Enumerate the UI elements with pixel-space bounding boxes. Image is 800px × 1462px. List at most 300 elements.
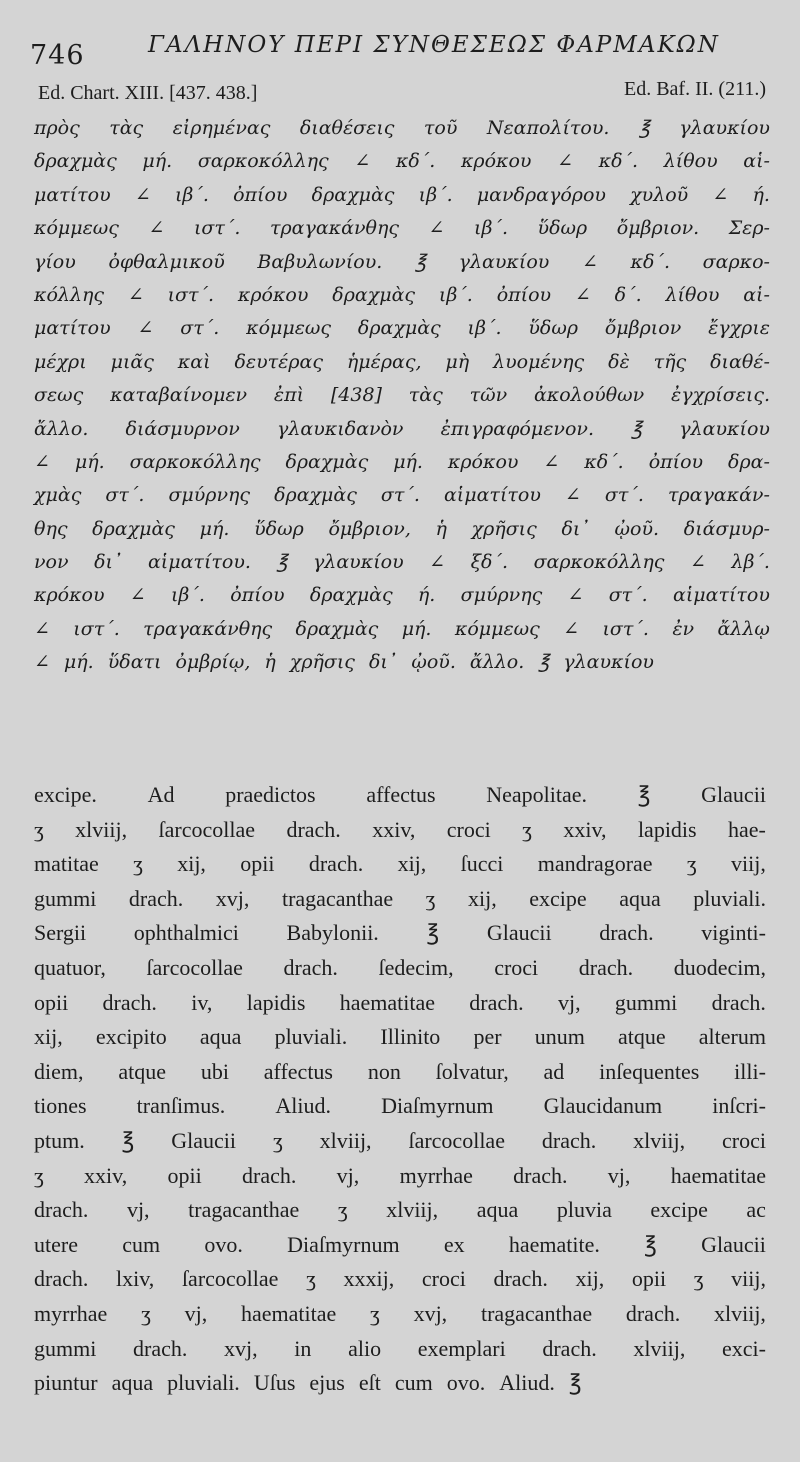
word: λυομένης (493, 350, 585, 373)
word: γλαυκίου (563, 651, 654, 674)
word: σαρκοκόλλης (129, 450, 261, 473)
word: ᾠοῦ. (614, 517, 660, 540)
word: ∠ (567, 584, 584, 607)
word: excipe. (34, 782, 97, 807)
word: drach. (711, 989, 766, 1015)
word: ιβ΄. (418, 183, 453, 206)
greek-text-line (34, 179, 770, 212)
word: eſt (358, 1370, 381, 1396)
word: Ad (147, 782, 175, 807)
word: ή. (752, 183, 770, 206)
word: myrrhae (34, 1300, 108, 1326)
word: διαθέ- (710, 350, 770, 373)
word: inſcri- (712, 1093, 766, 1119)
word: ovo. (204, 1231, 243, 1257)
word: xlviij, (633, 1335, 686, 1361)
word: xlviij, (386, 1197, 439, 1223)
word: utere (34, 1231, 78, 1257)
word: μανδραγόρου (476, 183, 606, 206)
word: xij, (467, 885, 497, 911)
word: δ΄. (614, 283, 642, 306)
word: ʒ (133, 851, 143, 877)
word: γλαυκίου (679, 117, 770, 139)
word: hae- (728, 816, 766, 842)
word: ή. (417, 584, 436, 607)
word: opii (167, 1162, 202, 1188)
word: Aliud. (499, 1370, 555, 1396)
word: excipito (95, 1024, 167, 1050)
latin-text-line (34, 1332, 766, 1367)
latin-text-line (34, 778, 766, 813)
greek-text-line (34, 145, 770, 178)
word: aqua (199, 1024, 242, 1050)
word: δραχμὰς (295, 617, 379, 640)
word: ſucci (460, 851, 504, 877)
word: ∠ (129, 584, 146, 607)
word: ἡμέρας, (346, 350, 422, 373)
latin-text-block (34, 778, 766, 1401)
word: xxxij, (343, 1266, 395, 1292)
word: Diaſmyrnum (381, 1093, 494, 1119)
word: drach. (578, 954, 634, 980)
greek-text-line (34, 579, 770, 612)
word: διάσμυρ- (683, 517, 770, 540)
word: σαρκο- (702, 250, 770, 273)
word: διαθέσεις (299, 117, 395, 139)
word: καταβαίνομεν (110, 384, 248, 407)
latin-text-line (34, 1366, 766, 1401)
word: ιστ΄. (602, 617, 649, 640)
word: γλαυκίου (458, 250, 550, 273)
word: inſequentes (599, 1058, 700, 1084)
word: vj, (557, 989, 581, 1015)
word: κρόκου (237, 283, 309, 306)
word: opii (240, 851, 275, 877)
word: ophthalmici (133, 920, 239, 946)
word: ∠ (712, 183, 729, 206)
word: ἐν (672, 617, 695, 640)
word: ac (746, 1197, 766, 1223)
word: κόμμεως (454, 617, 540, 640)
word: ovo. (446, 1370, 486, 1396)
word: tragacanthae (480, 1300, 593, 1326)
word: ὀπίου (648, 450, 704, 473)
word: ex (443, 1231, 465, 1257)
greek-text-line (34, 513, 770, 546)
word: xvj, (413, 1300, 448, 1326)
word: ℥ (121, 1127, 135, 1153)
word: ℥ (637, 782, 651, 807)
word: per (473, 1024, 502, 1050)
greek-text-line (34, 379, 770, 412)
word: drach. (541, 1127, 597, 1153)
word: ιβ΄. (467, 317, 502, 340)
word: ſarcocollae (146, 954, 243, 980)
word: ℥ (568, 1370, 582, 1396)
word: ∠ (34, 450, 50, 473)
word: ∠ (34, 651, 50, 674)
word: χρῆσις (289, 651, 355, 674)
word: xlviij, (713, 1300, 766, 1326)
word: drach. (34, 1266, 89, 1292)
word: xxiv, (563, 816, 607, 842)
greek-text-line (34, 446, 770, 479)
word: cum (394, 1370, 433, 1396)
latin-text-line (34, 1124, 766, 1159)
word: matitae (34, 851, 99, 877)
word: κδ΄. (584, 450, 624, 473)
word: ∠ (574, 283, 591, 306)
word: lapidis (637, 816, 697, 842)
greek-text-line (34, 479, 770, 512)
word: ʒ (522, 816, 532, 842)
word: quatuor, (34, 954, 106, 980)
word: non (367, 1058, 401, 1084)
word: ſarcocollae (181, 1266, 279, 1292)
word: ἀκολούθων (533, 384, 645, 407)
word: excipe (529, 885, 587, 911)
word: opii (34, 989, 69, 1015)
word: στ΄. (380, 484, 420, 507)
word: vj, (607, 1162, 631, 1188)
word: Babylonii. (286, 920, 379, 946)
word: μὴ (445, 350, 470, 373)
word: ∠ (354, 150, 371, 173)
word: ἔγχριε (708, 317, 770, 340)
word: ιβ΄. (474, 217, 508, 240)
word: γίου (34, 250, 76, 273)
word: ἡ (435, 517, 447, 540)
word: ℥ (538, 651, 550, 674)
word: drach. (133, 1335, 188, 1361)
word: Glaucidanum (543, 1093, 663, 1119)
word: viij, (731, 1266, 766, 1292)
word: ℥ (276, 551, 288, 574)
word: drach. (542, 1335, 597, 1361)
word: δραχμὰς (92, 517, 175, 540)
word: αἱματίτου (673, 584, 770, 607)
latin-text-line (34, 1228, 766, 1263)
word: μή. (142, 150, 173, 173)
word: ιβ΄. (438, 283, 473, 306)
word: ſarcocollae (408, 1127, 505, 1153)
word: ιβ΄. (170, 584, 205, 607)
word: ματίτου (34, 183, 111, 206)
word: affectus (366, 782, 436, 807)
latin-text-line (34, 1055, 766, 1090)
word: exci- (721, 1335, 766, 1361)
word: διάσμυρνον (125, 417, 240, 440)
word: σαρκοκόλλης (533, 551, 665, 574)
word: ℥ (631, 417, 643, 440)
greek-text-line (34, 112, 770, 145)
word: tranſimus. (136, 1093, 226, 1119)
page-number: 746 (30, 40, 85, 71)
word: ἐγχρίσεις. (671, 384, 770, 407)
greek-text-line (34, 346, 770, 379)
latin-text-line (34, 813, 766, 848)
edition-reference-left: Ed. Chart. XIII. [437. 438.] (38, 82, 258, 104)
word: σμύρνης (168, 484, 251, 507)
word: drach. (128, 885, 184, 911)
latin-text-line (34, 882, 766, 917)
word: μή. (393, 450, 423, 473)
word: aqua (619, 885, 661, 911)
word: ματίτου (34, 317, 111, 340)
word: αἱ- (743, 150, 770, 173)
word: μή. (63, 651, 94, 674)
word: diem, (34, 1058, 84, 1084)
word: γλαυκιδανὸν (276, 417, 404, 440)
latin-text-line (34, 1089, 766, 1124)
word: cum (122, 1231, 161, 1257)
word: δρα- (728, 450, 770, 473)
word: στ΄. (608, 584, 648, 607)
word: χυλοῦ (630, 183, 689, 206)
word: Diaſmyrnum (287, 1231, 400, 1257)
word: ιστ΄. (73, 617, 120, 640)
word: drach. (34, 1197, 89, 1223)
word: tragacanthae (188, 1197, 300, 1223)
word: croci (421, 1266, 466, 1292)
word: κρόκου (460, 150, 532, 173)
word: ſolvatur, (435, 1058, 509, 1084)
latin-text-line (34, 1297, 766, 1332)
word: atque (118, 1058, 166, 1084)
word: δραχμὰς (332, 283, 416, 306)
word: haematitae (670, 1162, 766, 1188)
word: Βαβυλωνίου. (257, 250, 383, 273)
word: ἐπὶ (273, 384, 305, 407)
greek-text-line (34, 646, 770, 679)
word: ʒ (34, 1162, 44, 1188)
word: ὄμβριον, (328, 517, 411, 540)
word: drach. (625, 1300, 681, 1326)
word: Glaucii (171, 1127, 237, 1153)
word: pluvia (556, 1197, 612, 1223)
word: drach. (469, 989, 524, 1015)
word: τὰς (109, 117, 144, 139)
word: ὀφθαλμικοῦ (108, 250, 225, 273)
word: croci (446, 816, 491, 842)
word: δραχμὰς (285, 450, 369, 473)
word: Illinito (380, 1024, 441, 1050)
word: στ΄. (180, 317, 220, 340)
word: κδ΄. (598, 150, 639, 173)
word: ∠ (564, 484, 581, 507)
word: τραγακάν- (667, 484, 770, 507)
word: ∠ (34, 617, 50, 640)
word: ∠ (563, 617, 580, 640)
word: κόμμεως (246, 317, 332, 340)
word: vj, (184, 1300, 208, 1326)
word: Aliud. (275, 1093, 331, 1119)
greek-text-line (34, 212, 770, 245)
word: κδ΄. (395, 150, 436, 173)
word: δι᾽ (561, 517, 590, 540)
word: praedictos (225, 782, 316, 807)
word: μή. (74, 450, 105, 473)
word: τῆς (653, 350, 687, 373)
word: γλαυκίου (312, 551, 404, 574)
word: δραχμὰς (309, 584, 393, 607)
word: λβ΄. (731, 551, 770, 574)
word: ὕδωρ (537, 217, 588, 240)
word: aqua (476, 1197, 519, 1223)
word: ὄμβριον. (616, 217, 700, 240)
latin-text-line (34, 1159, 766, 1194)
word: [438] (330, 384, 382, 407)
word: ſedecim, (378, 954, 454, 980)
word: lxiv, (116, 1266, 155, 1292)
word: σεως (34, 384, 84, 407)
word: λίθου (665, 283, 720, 306)
word: δραχμὰς (274, 484, 357, 507)
word: haematite. (508, 1231, 600, 1257)
word: ἐπιγραφόμενον. (440, 417, 594, 440)
word: ιστ΄. (167, 283, 215, 306)
word: xvj, (215, 885, 250, 911)
word: λίθου (663, 150, 718, 173)
word: croci (722, 1127, 766, 1153)
word: gummi (614, 989, 678, 1015)
word: pluviali. (274, 1024, 348, 1050)
latin-text-line (34, 986, 766, 1021)
word: pluviali. (693, 885, 766, 911)
greek-text-line (34, 279, 770, 312)
word: ἄλλῳ (717, 617, 770, 640)
word: ἄλλο. (469, 651, 525, 674)
greek-text-line (34, 312, 770, 345)
greek-text-line (34, 613, 770, 646)
word: aqua (111, 1370, 154, 1396)
word: ∠ (428, 217, 445, 240)
word: σαρκοκόλλης (197, 150, 329, 173)
word: Glaucii (701, 782, 766, 807)
word: drach. (513, 1162, 568, 1188)
word: tiones (34, 1093, 87, 1119)
word: μέχρι (34, 350, 87, 373)
word: ʒ (425, 885, 436, 911)
word: τραγακάνθης (269, 217, 399, 240)
word: αἱ- (743, 283, 770, 306)
word: xlviij, (75, 816, 128, 842)
word: ὀπίου (233, 183, 288, 206)
word: alterum (698, 1024, 766, 1050)
word: vj, (336, 1162, 360, 1188)
word: xlviij, (633, 1127, 686, 1153)
word: lapidis (246, 989, 306, 1015)
word: ὕδατι (107, 651, 162, 674)
word: ejus (309, 1370, 345, 1396)
latin-text-line (34, 1020, 766, 1055)
word: excipe (650, 1197, 708, 1223)
word: νον (34, 551, 69, 574)
word: ἡ (264, 651, 276, 674)
word: ſarcocollae (158, 816, 256, 842)
latin-text-line (34, 847, 766, 882)
word: vj, (126, 1197, 150, 1223)
word: δι᾽ (368, 651, 398, 674)
word: atque (617, 1024, 666, 1050)
word: ὀπίου (230, 584, 285, 607)
word: gummi (34, 1335, 97, 1361)
word: ιβ΄. (174, 183, 209, 206)
word: δραχμὰς (311, 183, 395, 206)
word: τὰς (408, 384, 443, 407)
word: γλαυκίου (679, 417, 770, 440)
word: duodecim, (673, 954, 766, 980)
latin-text-line (34, 1262, 766, 1297)
word: xxiv, (84, 1162, 128, 1188)
word: Σερ- (728, 217, 770, 240)
word: ὕδωρ (528, 317, 579, 340)
word: ∠ (429, 551, 446, 574)
greek-text-line (34, 246, 770, 279)
word: exemplari (417, 1335, 506, 1361)
word: καὶ (177, 350, 211, 373)
word: μιᾶς (110, 350, 154, 373)
word: δὲ (608, 350, 630, 373)
greek-text-block (34, 112, 770, 680)
word: κόλλης (34, 283, 105, 306)
word: drach. (286, 816, 341, 842)
word: ∠ (581, 250, 598, 273)
word: ʒ (306, 1266, 316, 1292)
word: xij, (34, 1024, 63, 1050)
word: δι᾽ (94, 551, 123, 574)
word: ʒ (370, 1300, 380, 1326)
word: ∠ (557, 150, 574, 173)
word: ὄμβριον (604, 317, 682, 340)
word: κόμμεως (34, 217, 119, 240)
word: πρὸς (34, 117, 80, 139)
word: ℥ (644, 1231, 657, 1257)
word: κρόκου (447, 450, 519, 473)
word: χμὰς (34, 484, 82, 507)
word: ∠ (137, 317, 154, 340)
latin-text-line (34, 951, 766, 986)
greek-text-line (34, 546, 770, 579)
word: drach. (102, 989, 157, 1015)
word: στ΄. (105, 484, 145, 507)
word: Sergii (34, 920, 87, 946)
word: ad (543, 1058, 565, 1084)
word: ∠ (127, 283, 144, 306)
word: ʒ (693, 1266, 704, 1292)
word: τῶν (469, 384, 508, 407)
word: ptum. (34, 1127, 85, 1153)
word: Uſus (253, 1370, 296, 1396)
word: haematitae (240, 1300, 337, 1326)
word: iv, (191, 989, 213, 1015)
word: myrrhae (399, 1162, 473, 1188)
word: αἱματίτου. (147, 551, 251, 574)
word: τραγακάνθης (143, 617, 273, 640)
word: xij, (575, 1266, 605, 1292)
word: illi- (734, 1058, 766, 1084)
word: ʒ (337, 1197, 348, 1223)
word: ∠ (689, 551, 706, 574)
word: piuntur (34, 1370, 98, 1396)
word: ʒ (141, 1300, 151, 1326)
word: Glaucii (701, 1231, 766, 1257)
word: ℥ (638, 117, 650, 139)
word: ὀμβρίῳ, (175, 651, 251, 674)
word: xlviij, (319, 1127, 372, 1153)
word: unum (534, 1024, 585, 1050)
word: κδ΄. (630, 250, 670, 273)
